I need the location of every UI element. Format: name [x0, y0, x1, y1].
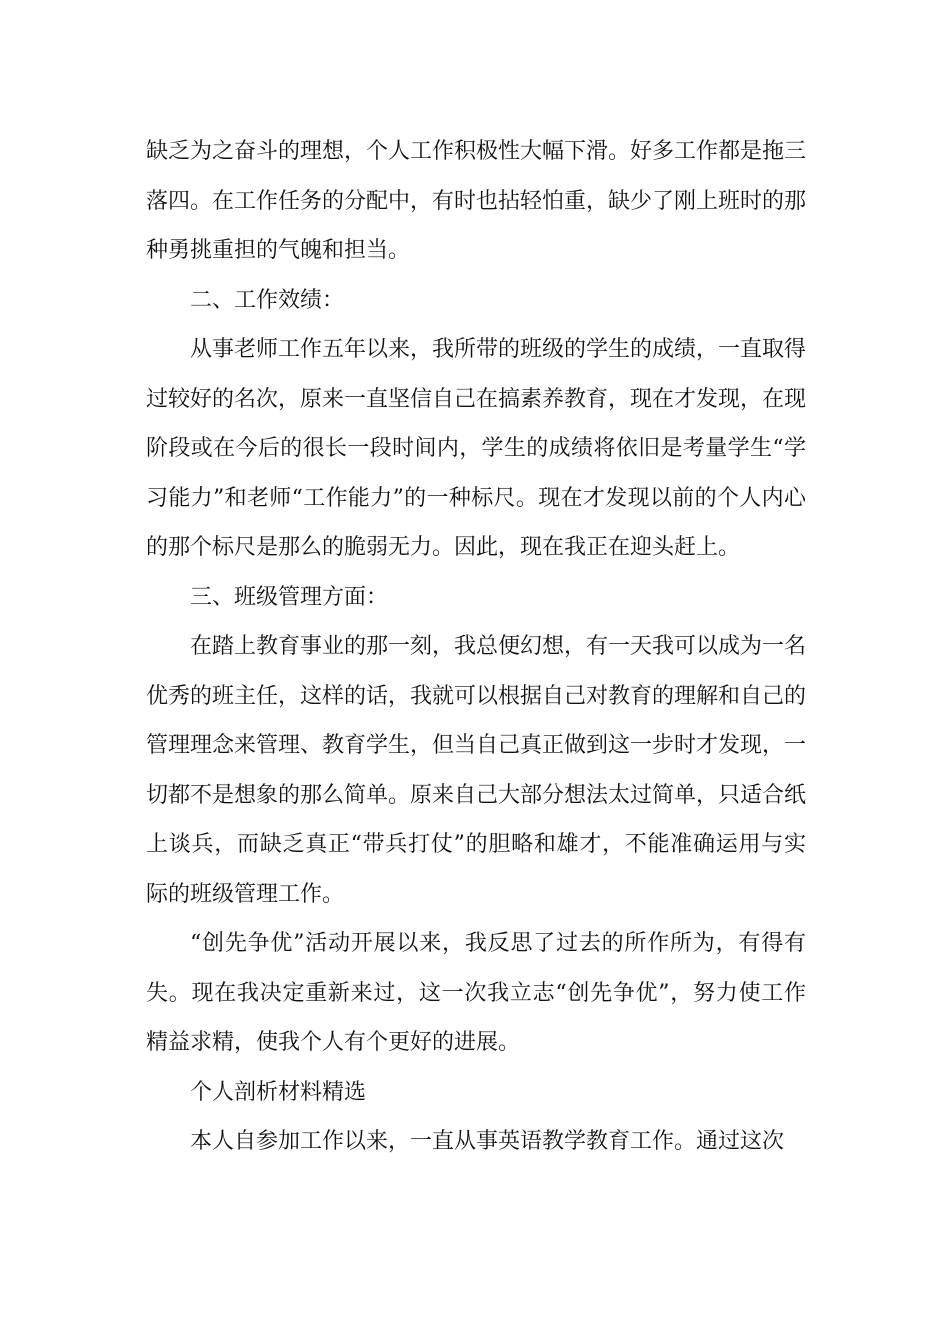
paragraph-shortcomings-continued: 缺乏为之奋斗的理想，个人工作积极性大幅下滑。好多工作都是拖三落四。在工作任务的分配中，有时也拈轻怕重，缺少了刚上班时的那种勇挑重担的气魄和担当。	[146, 139, 807, 263]
paragraph-excellence-campaign: “创先争优”活动开展以来，我反思了过去的所作所为，有得有失。现在我决定重新来过，这一次我立志“创先争优”，努力使工作精益求精，使我个人有个更好的进展。	[146, 931, 806, 1055]
section-heading-work-performance: 二、工作效绩：	[190, 287, 345, 313]
document-body	[146, 127, 806, 1167]
paragraph-personal-analysis-intro: 本人自参加工作以来，一直从事英语教学教育工作。通过这次	[190, 1129, 785, 1154]
section-title-personal-analysis: 个人剖析材料精选	[190, 1079, 367, 1105]
section-heading-class-management: 三、班级管理方面：	[190, 584, 389, 610]
paragraph-work-performance: 从事老师工作五年以来，我所带的班级的学生的成绩，一直取得过较好的名次，原来一直坚信自己在搞素养教育，现在才发现，在现阶段或在今后的很长一段时间内，学生的成绩将依旧是考量学生“学习能力”和老师“工作能力”的一种标尺。现在才发现以前的个人内心的那个标尺是那么的脆弱无力。因此，现在我正在迎头赶上。	[146, 337, 807, 560]
paragraph-class-management: 在踏上教育事业的那一刻，我总便幻想，有一天我可以成为一名优秀的班主任，这样的话，我就可以根据自己对教育的理解和自己的管理理念来管理、教育学生，但当自己真正做到这一步时才发现，一切都不是想象的那么简单。原来自己大部分想法太过简单，只适合纸上谈兵，而缺乏真正“带兵打仗”的胆略和雄才，不能准确运用与实际的班级管理工作。	[146, 634, 807, 907]
